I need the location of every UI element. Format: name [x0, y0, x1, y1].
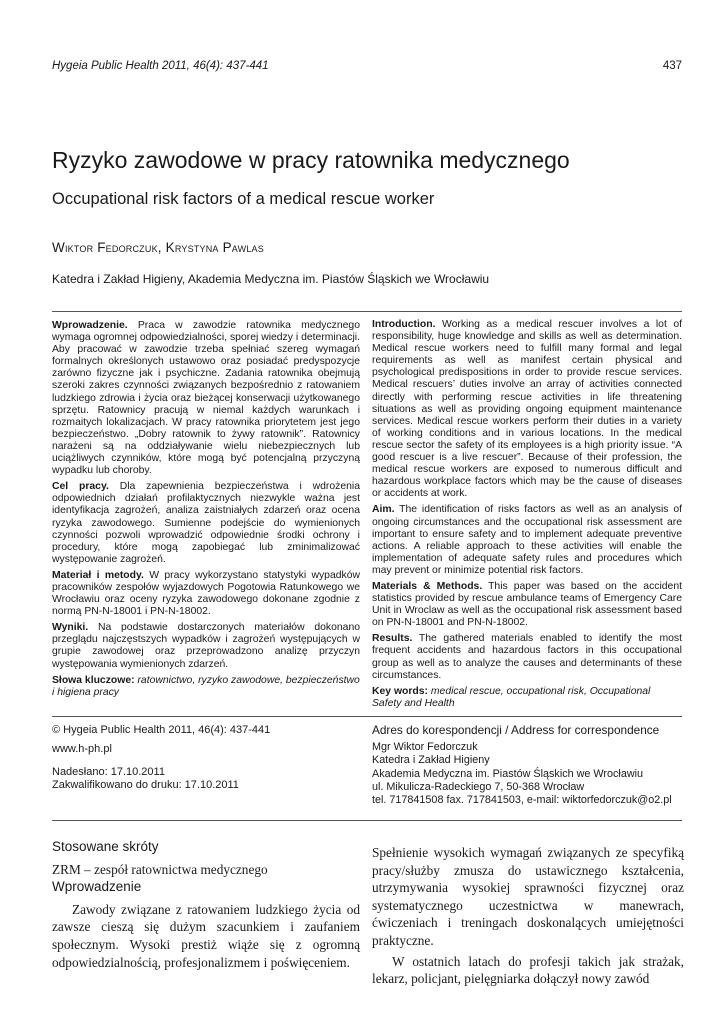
abstract-en-aim: [372, 504, 682, 577]
article-subtitle: Occupational risk factors of a medical rescue worker: [52, 190, 435, 208]
label: Materials & Methods.: [372, 580, 483, 592]
label: Results.: [372, 633, 413, 645]
label: Wyniki.: [52, 622, 89, 634]
text: ratownictwo, ryzyko zawodowe, bezpieczeństwo i higiena pracy: [52, 674, 360, 698]
corr-name: Mgr Wiktor Fedorczuk: [372, 741, 478, 754]
corr-univ: Akademia Medyczna im. Piastów Śląskich we Wrocławiu: [372, 767, 644, 780]
label: Cel pracy.: [52, 481, 109, 493]
body-left-column: [52, 838, 360, 971]
accepted-date: Zakwalifikowano do druku: 17.10.2011: [52, 779, 239, 791]
running-header: [52, 60, 682, 72]
abstract-pl-aim: [52, 481, 360, 566]
abstract-en-methods: [372, 581, 682, 629]
website-link[interactable]: www.h-ph.pl: [52, 743, 112, 755]
abstract-pl-intro: [52, 320, 360, 477]
abstract-en-results: [372, 633, 682, 681]
abstract-polish: [52, 320, 360, 703]
affiliation: Katedra i Zakład Higieny, Akademia Medyczna im. Piastów Śląskich we Wrocławiu: [52, 272, 490, 286]
publication-meta: [52, 724, 362, 795]
article-title: Ryzyko zawodowe w pracy ratownika medycznego: [52, 147, 570, 173]
label: Materiał i metody.: [52, 569, 144, 581]
right-paragraph-2: W ostatnich latach do profesji takich jak strażak, lekarz, policjant, pielęgniarka dołączył nowy zawód: [372, 953, 684, 987]
text: Praca w zawodzie ratownika medycznego wymaga ogromnej odpowiedzialności, sporej wiedzy i determinacji. Aby pracować w zawodzie trzeba spełniać szereg wymagań formalnych określonych ustawowo oraz posiadać predyspozycje zarówno fizyczne jak i psychiczne. Zadania ratownika obejmują szeroki zakres czynności związanych bezpośrednio z ratowaniem ludzkiego zdrowia i życia oraz bieżącej konserwacji użytkowanego sprzętu. Ratownicy pracują w niemal każdych warunkach i rozmaitych lokalizacjach. W pracy ratownika priorytetem jest jego bezpieczeństwo. „Dobry ratownik to żywy ratownik”. Ratownicy narażeni są na oddziaływanie wielu niebezpiecznych lub uciążliwych czynników, które mogą być potencjalną przyczyną wypadku lub choroby.: [52, 320, 360, 477]
text: The gathered materials enabled to identify the most frequent accidents and hazardous factors in this occupational group as well as to analyze the causes and determinants of these circumstances.: [372, 633, 682, 681]
abstract-en-intro: [372, 319, 682, 500]
label: Słowa kluczowe:: [52, 674, 135, 686]
text: Dla zapewnienia bezpieczeństwa i wdrożenia odpowiednich działań profilaktycznych niezwykle ważna jest identyfikacja zagrożeń, analiza zaistniałych zdarzeń oraz ocena ryzyka zawodowego. Sumienne podejście do wymienionych czynności pozwoli wprowadzić odpowiednie środki ochrony i procedury, które mogą zapobiegać lub zminimalizować występowanie zagrożeń.: [52, 481, 360, 565]
text: W pracy wykorzystano statystyki wypadków pracowników zespołów wyjazdowych Pogotowia Ratunkowego we Wrocławiu oraz oceny ryzyka zawodowego dokonane zgodnie z normą PN-N-18001 i PN-N-18002.: [52, 569, 360, 618]
abbreviations-text: ZRM – zespół ratownictwa medycznego: [52, 861, 268, 877]
journal-citation: Hygeia Public Health 2011, 46(4): 437-441: [52, 60, 269, 72]
abstract-pl-methods: [52, 570, 360, 618]
abstract-english: [372, 319, 682, 714]
corr-street: ul. Mikulicza-Radeckiego 7, 50-368 Wrocław: [372, 780, 585, 793]
text: medical rescue, occupational risk, Occupational Safety and Health: [372, 685, 651, 709]
abstract-pl-results: [52, 622, 360, 670]
body-right-column: [372, 844, 684, 988]
abbreviations-heading: Stosowane skróty: [52, 839, 159, 854]
abstract-pl-keywords: [52, 675, 360, 699]
corr-dept: Katedra i Zakład Higieny: [372, 754, 490, 767]
label: Wprowadzenie.: [52, 320, 128, 331]
correspondence-heading: Adres do korespondencji / Address for correspondence: [372, 723, 660, 737]
copyright: © Hygeia Public Health 2011, 46(4): 437-441: [52, 724, 271, 736]
label: Introduction.: [372, 319, 436, 330]
corr-contact: tel. 717841508 fax. 717841503, e-mail: wiktorfedorczuk@o2.pl: [372, 794, 672, 807]
text: Working as a medical rescuer involves a lot of responsibility, huge knowledge and skills as well as determination. Medical rescue workers need to fulfill many formal and legal requirements as well as manifest certain physical and psychological predispositions in order to provide rescue services. Medical rescuers’ duties involve an array of activities connected directly with performing rescue activities in life threatening situations as well as providing ongoing equipment maintenance services. Medical rescue workers perform their duties in a variety of working conditions and in various locations. In the medical rescue sector the safety of its employees is a high priority issue. “A good rescuer is a live rescuer”. Because of their profession, the medical rescue workers are exposed to numerous difficult and hazardous workplace factors which may be the cause of diseases or accidents at work.: [372, 319, 682, 500]
abstract-en-keywords: [372, 686, 682, 710]
correspondence-block: [372, 724, 684, 807]
introduction-heading: Wprowadzenie: [52, 879, 142, 895]
label: Key words:: [372, 685, 429, 697]
text: Na podstawie dostarczonych materiałów dokonano przeglądu najczęstszych wypadków i zagrożeń występujących w grupie zawodowej oraz przeprowadzono analizę przyczyn występowania wymienionych zdarzeń.: [52, 622, 360, 670]
divider-top: [52, 311, 682, 312]
text: The identification of risks factors as well as an analysis of ongoing circumstances and the occupational risk assessment are important to ensure safety and to implement adequate preventive actions. A reliable approach to these activities will enable the implementation of adequate safety rules and procedures which may prevent or minimize potential risk factors.: [372, 504, 682, 576]
divider-bottom: [52, 820, 682, 821]
right-paragraph-1: Spełnienie wysokich wymagań związanych ze specyfiką pracy/służby zmusza do ustawicznego kształcenia, utrzymywania wysokiej sprawności fizycznej oraz systematycznego uczestnictwa w manewrach, ćwiczeniach i treningach doskonalących umiejętności praktyczne.: [372, 845, 684, 948]
intro-paragraph: Zawody związane z ratowaniem ludzkiego życia od zawsze cieszą się dużym szacunkiem i zaufaniem społecznym. Wysoki prestiż wiąże się z ogromną odpowiedzialnością, profesjonalizmem i poświęceniem.: [52, 901, 360, 970]
received-date: Nadesłano: 17.10.2011: [52, 766, 165, 778]
text: This paper was based on the accident statistics provided by rescue ambulance teams of Emergency Care Unit in Wroclaw as well as the occupational risk assessment based on PN-N-18001 and PN-N-18002.: [372, 580, 682, 629]
divider-middle: [52, 716, 682, 717]
authors: Wiktor Fedorczuk, Krystyna Pawlas: [52, 240, 264, 255]
page-number: 437: [662, 60, 682, 72]
label: Aim.: [372, 504, 395, 516]
